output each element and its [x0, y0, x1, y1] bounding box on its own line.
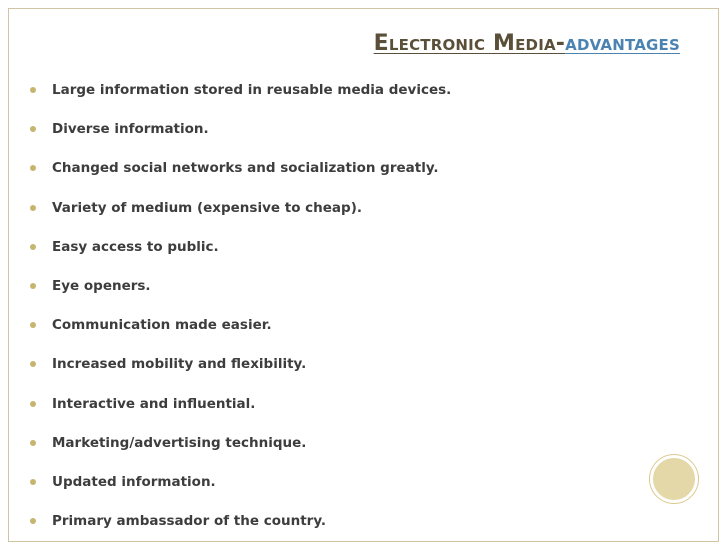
- bullet-dot-icon: [30, 87, 36, 93]
- bullet-item: [30, 432, 451, 471]
- bullet-dot-icon: [30, 165, 36, 171]
- slide-title: [374, 28, 680, 60]
- bullet-text: Easy access to public.: [52, 238, 219, 255]
- bullet-item: [30, 79, 451, 118]
- bullet-text: Primary ambassador of the country.: [52, 513, 327, 530]
- bullet-item: [30, 236, 451, 275]
- bullet-dot-icon: [30, 518, 36, 524]
- bullet-text: Interactive and influential.: [52, 395, 256, 412]
- title-accent: advantages: [565, 31, 680, 56]
- bullet-item: [30, 353, 451, 392]
- bullet-text: Variety of medium (expensive to cheap).: [52, 199, 363, 216]
- bullet-item: [30, 393, 451, 432]
- bullet-dot-icon: [30, 283, 36, 289]
- gold-circle-decoration: [650, 455, 698, 503]
- bullet-dot-icon: [30, 244, 36, 250]
- bullet-dot-icon: [30, 126, 36, 132]
- title-main: Electronic Media-: [373, 31, 566, 56]
- bullet-text: Updated information.: [52, 473, 216, 490]
- bullet-dot-icon: [30, 322, 36, 328]
- bullet-item: [30, 157, 451, 196]
- bullet-text: Diverse information.: [52, 121, 209, 138]
- bullet-text: Increased mobility and flexibility.: [52, 356, 307, 373]
- bullet-item: [30, 314, 451, 353]
- bullet-item: [30, 275, 451, 314]
- bullet-item: [30, 471, 451, 510]
- bullet-text: Communication made easier.: [52, 317, 272, 334]
- bullet-dot-icon: [30, 205, 36, 211]
- bullet-list: [30, 79, 451, 549]
- bullet-text: Eye openers.: [52, 277, 151, 294]
- bullet-item: [30, 197, 451, 236]
- bullet-dot-icon: [30, 440, 36, 446]
- bullet-text: Large information stored in reusable media devices.: [52, 82, 452, 98]
- bullet-dot-icon: [30, 401, 36, 407]
- bullet-dot-icon: [30, 361, 36, 367]
- bullet-item: [30, 510, 451, 549]
- bullet-text: Marketing/advertising technique.: [52, 434, 307, 451]
- bullet-dot-icon: [30, 479, 36, 485]
- bullet-item: [30, 118, 451, 157]
- bullet-text: Changed social networks and socialization greatly.: [52, 160, 439, 177]
